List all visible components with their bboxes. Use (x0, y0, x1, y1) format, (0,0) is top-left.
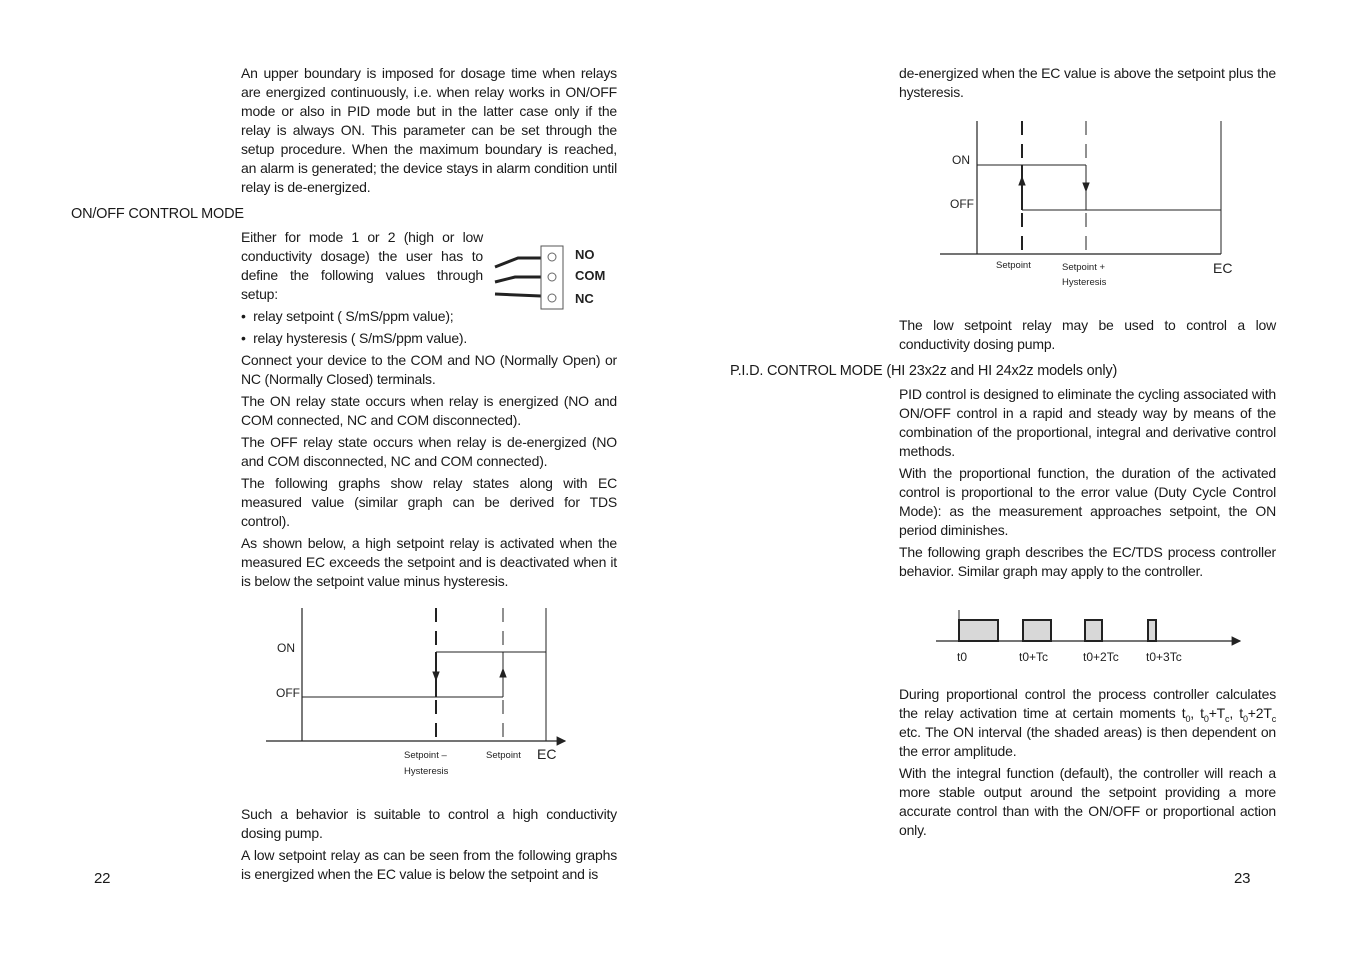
paragraph: With the integral function (default), the controller will reach a more stable output around the setpoint providing a more accurate control than with the ON/OFF or proportional action only. (899, 765, 1276, 838)
pulse-label: t0+2Tc (1083, 650, 1119, 664)
label-on: ON (952, 153, 970, 167)
low-setpoint-graph (899, 114, 1276, 294)
paragraph: With the proportional function, the duration of the activated control is proportional to the error value (Duty Cycle Control Mode): as the measurement approaches setpoint, the ON period diminishes. (899, 465, 1276, 538)
bullet-text: relay hysteresis ( S/mS/ppm value). (253, 330, 468, 346)
label-off: OFF (950, 197, 974, 211)
pulse-label: t0 (957, 650, 968, 664)
paragraph: The low setpoint relay may be used to control a low conductivity dosing pump. (899, 317, 1276, 352)
paragraph: de-energized when the EC value is above the setpoint plus the hysteresis. (899, 65, 1276, 100)
paragraph: The following graph describes the EC/TDS process controller behavior. Similar graph may apply to the controller. (899, 544, 1276, 579)
page-number: 22 (94, 870, 111, 887)
label-hysteresis: Hysteresis (404, 766, 449, 777)
label-off: OFF (276, 686, 300, 700)
label-setpoint-plus: Setpoint + (1062, 262, 1106, 273)
high-setpoint-graph (241, 603, 617, 783)
section-heading-onoff: ON/OFF CONTROL MODE (71, 206, 244, 222)
paragraph: The OFF relay state occurs when relay is de-energized (NO and COM disconnected, NC and COM connected). (241, 434, 617, 469)
page-number: 23 (1234, 870, 1251, 887)
relay-terminal-figure (493, 242, 617, 312)
paragraph: A low setpoint relay as can be seen from the following graphs is energized when the EC value is below the setpoint and is (241, 847, 617, 882)
label-on: ON (277, 641, 295, 655)
text: During proportional control the process controller calculates the relay activation time at certain moments t (899, 686, 1276, 721)
pid-pulse-graph (899, 603, 1276, 671)
label-setpoint: Setpoint (996, 260, 1031, 271)
paragraph: PID control is designed to eliminate the cycling associated with ON/OFF control in a rapid and steady way by means of the combination of the proportional, integral and derivative control methods. (899, 386, 1276, 459)
text: etc. The ON interval (the shaded areas) is then dependent on the error amplitude. (899, 724, 1276, 759)
terminal-no: NO (575, 247, 595, 262)
bullet-item: • relay setpoint ( S/mS/ppm value); (241, 308, 454, 324)
paragraph: Such a behavior is suitable to control a high conductivity dosing pump. (241, 806, 617, 841)
axis-ec: EC (1213, 260, 1233, 276)
label-hysteresis: Hysteresis (1062, 277, 1107, 288)
intro-paragraph: An upper boundary is imposed for dosage time when relays are energized continuously, i.e. when relay works in ON/OFF mode or also in PID mode but in the latter case only if the relay is always ON. This parameter can be set through the setup procedure. When the maximum boundary is reached, an alarm is generated; the device stays in alarm condition until relay is de-energized. (241, 65, 617, 195)
paragraph: Either for mode 1 or 2 (high or low conductivity dosage) the user has to define the following values through setup: (241, 229, 483, 302)
pulse-label: t0+Tc (1019, 650, 1049, 664)
axis-ec: EC (537, 746, 557, 762)
paragraph: During proportional control the process controller calculates the relay activation time at certain moments $t_0$, $t_0+T_c$, $t_0+2T_c$ etc. The ON interval (the shaded areas) is then dependent on the error amplitude. (899, 686, 1276, 759)
right-column (730, 64, 1276, 843)
paragraph: As shown below, a high setpoint relay is activated when the measured EC exceeds the setpoint and is deactivated when it is below the setpoint value minus hysteresis. (241, 535, 617, 589)
bullet-item: • relay hysteresis ( S/mS/ppm value). (241, 330, 468, 346)
paragraph: Connect your device to the COM and NO (Normally Open) or NC (Normally Closed) terminals. (241, 352, 617, 387)
pulse-label: t0+3Tc (1146, 650, 1182, 664)
paragraph: The ON relay state occurs when relay is energized (NO and COM connected, NC and COM disconnected). (241, 393, 617, 428)
bullet-text: relay setpoint ( S/mS/ppm value); (253, 308, 454, 324)
label-setpoint-minus: Setpoint – (404, 750, 447, 761)
paragraph: The following graphs show relay states along with EC measured value (similar graph can be derived for TDS control). (241, 475, 617, 529)
label-setpoint: Setpoint (486, 750, 521, 761)
terminal-nc: NC (575, 291, 594, 306)
terminal-com: COM (575, 268, 606, 283)
section-heading-pid: P.I.D. CONTROL MODE (HI 23x2z and HI 24x2z models only) (730, 363, 1118, 379)
